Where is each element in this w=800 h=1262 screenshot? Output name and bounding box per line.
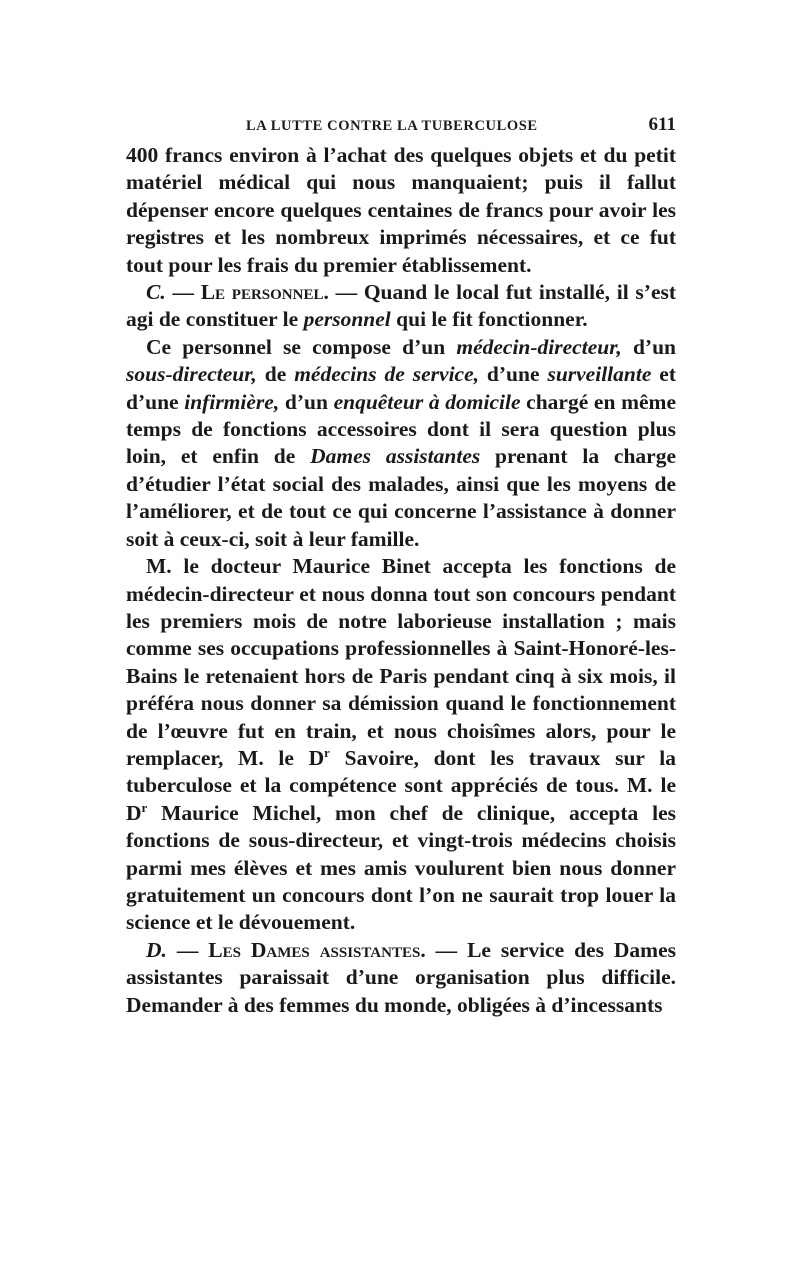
emphasis-surveillante: surveillante bbox=[547, 362, 652, 387]
paragraph-3-text-e: et d’une bbox=[126, 362, 677, 414]
paragraph-3-text-c: de bbox=[256, 362, 295, 387]
paragraph-2-text-a: — Quand le local fut installé, il s’est agi de constituer le bbox=[126, 280, 677, 332]
emphasis-medecins-de-service: médecins de service, bbox=[294, 362, 479, 387]
paragraph-3 bbox=[126, 334, 676, 553]
paragraph-3-text-h: prenant la charge d’étudier l’état social des malades, ainsi que les moyens de l’améliorer, et de tout ce qui concerne l’assistance à donner soit à ceux-ci, soit à leur famille. bbox=[126, 444, 676, 551]
running-head bbox=[126, 112, 676, 142]
paragraph-5 bbox=[126, 937, 676, 1019]
superscript-r: r bbox=[324, 745, 330, 760]
emphasis-personnel: personnel bbox=[303, 307, 391, 332]
emphasis-infirmiere: infirmière, bbox=[184, 389, 280, 414]
emphasis-dames-assistantes: Dames assistantes bbox=[310, 444, 481, 469]
paragraph-3-text-b: d’un bbox=[621, 334, 676, 359]
book-page bbox=[126, 112, 676, 1019]
section-letter-c: C. bbox=[146, 280, 166, 305]
page-number: 611 bbox=[648, 114, 676, 135]
paragraph-4-text-b: Savoire, dont les travaux sur la tuberculose et la compétence sont appréciés de tous. M. le D bbox=[126, 745, 676, 825]
emphasis-sous-directeur: sous-directeur, bbox=[126, 362, 257, 387]
dash: — bbox=[165, 280, 201, 305]
paragraph-5-text: — Le service des Dames assistantes paraissait d’une organisation plus difficile. Demander à des femmes du monde, obligées à d’incessants bbox=[126, 937, 676, 1017]
superscript-r: r bbox=[141, 800, 148, 815]
running-title: LA LUTTE CONTRE LA TUBERCULOSE bbox=[246, 118, 538, 134]
paragraph-4 bbox=[126, 553, 676, 937]
paragraph-3-text-f: d’un bbox=[279, 389, 334, 414]
paragraph-3-text-a: Ce personnel se compose d’un bbox=[146, 334, 457, 359]
paragraph-2-text-b: qui le fit fonctionner. bbox=[390, 307, 588, 332]
body-text bbox=[126, 142, 676, 1019]
emphasis-medecin-directeur: médecin-directeur, bbox=[456, 334, 622, 359]
paragraph-4-text-c: Maurice Michel, mon chef de clinique, accepta les fonctions de sous-directeur, et vingt-trois médecins choisis parmi mes élèves et mes amis voulurent bien nous donner gratuitement un concours dont l’on ne saurait trop louer la science et le dévouement. bbox=[126, 800, 676, 935]
section-heading-dames-assistantes: Les Dames assistantes. bbox=[208, 937, 426, 962]
paragraph-1-text: 400 francs environ à l’achat des quelques objets et du petit matériel médical qui nous manquaient; puis il fallut dépenser encore quelques centaines de francs pour avoir les registres et les nombreux imprimés nécessaires, et ce fut tout pour les frais du premier établissement. bbox=[126, 143, 676, 277]
section-heading-personnel: Le personnel. bbox=[200, 280, 329, 305]
emphasis-enqueteur: enquêteur à domicile bbox=[333, 389, 521, 414]
paragraph-2 bbox=[126, 279, 676, 334]
paragraph-4-text-a: M. le docteur Maurice Binet accepta les fonctions de médecin-directeur et nous donna tout son concours pendant les premiers mois de notre laborieuse installation ; mais comme ses occupations professionnelles à Saint-Honoré-les-Bains le retenaient hors de Paris pendant cinq à six mois, il préféra nous donner sa démission quand le fonctionnement de l’œuvre fut en train, et nous choisîmes alors, pour le remplacer, M. le D bbox=[126, 554, 676, 770]
paragraph-1 bbox=[126, 142, 676, 279]
section-letter-d: D. bbox=[146, 937, 167, 962]
paragraph-3-text-g: chargé en même temps de fonctions accessoires dont il sera question plus loin, et enfin de bbox=[126, 389, 676, 469]
paragraph-3-text-d: d’une bbox=[479, 362, 548, 387]
dash: — bbox=[166, 937, 209, 962]
